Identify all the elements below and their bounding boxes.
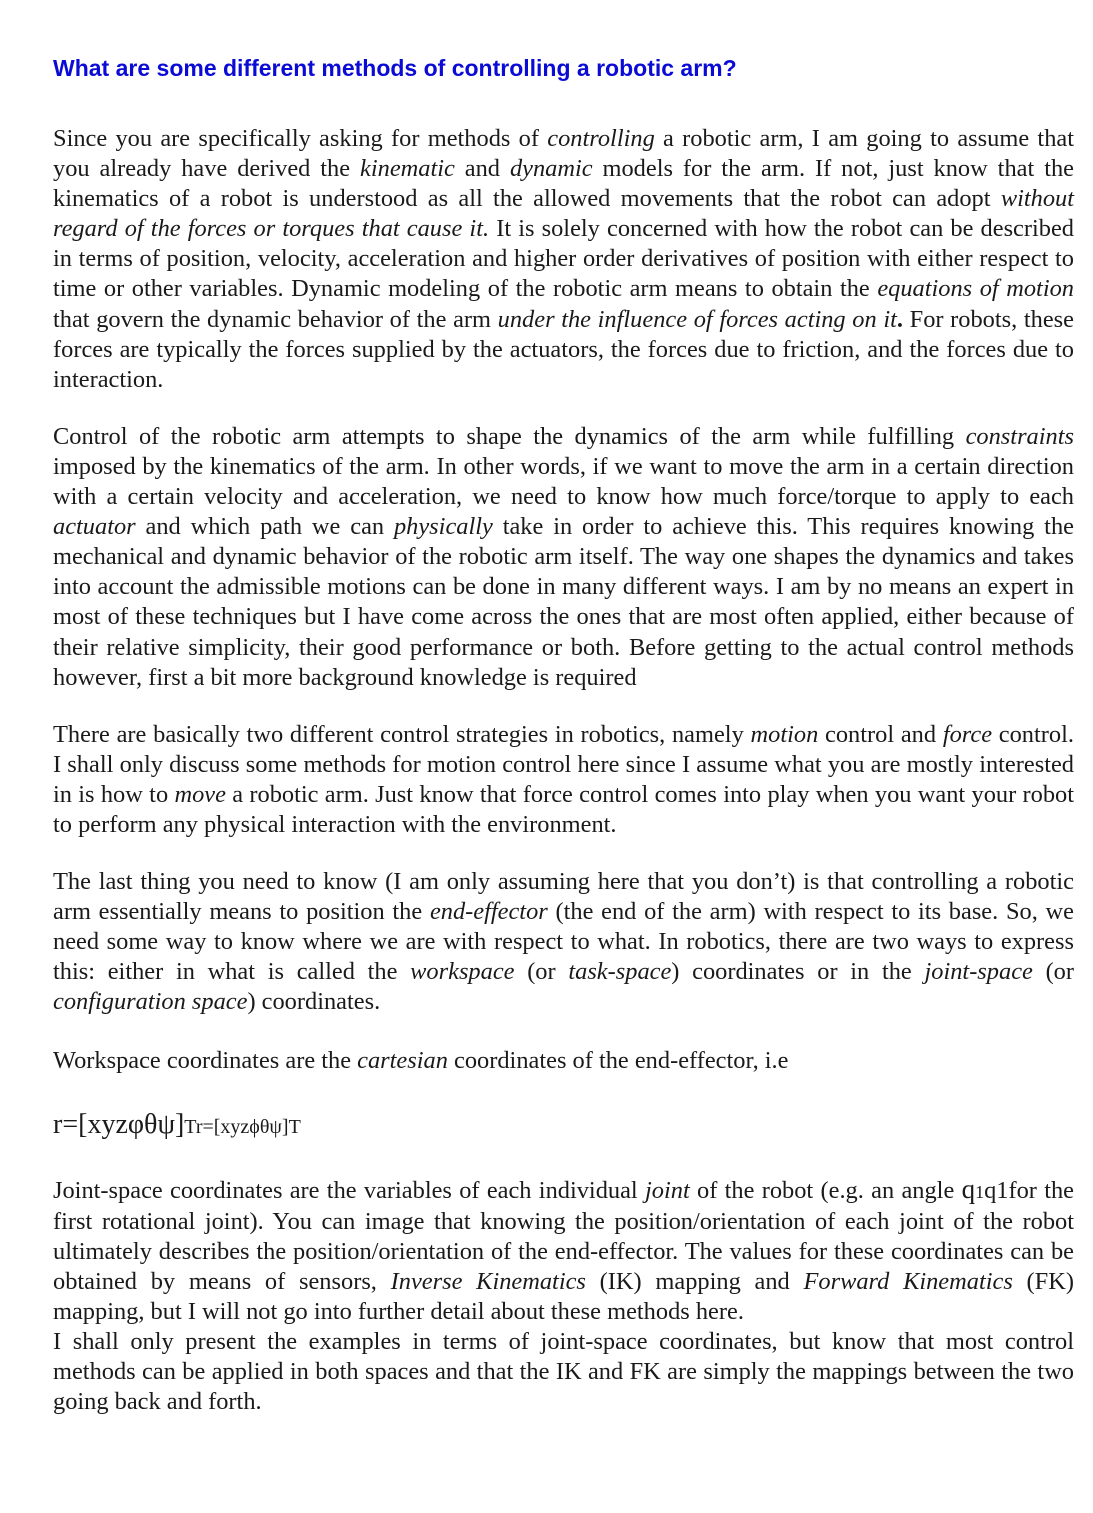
- text-span: (or: [1032, 958, 1075, 986]
- text-span: a robotic arm, I am going to assume that you already have derived the: [53, 125, 1074, 183]
- text-span: control. I shall only discuss some methods for motion control here since I assume what you are mostly interested in is how to: [53, 720, 1074, 808]
- text-span: ) coordinates or in the: [671, 958, 925, 986]
- emphasis-span: under the influence of forces acting on it: [497, 305, 897, 333]
- paragraph-joint-space: [53, 1174, 1074, 1327]
- emphasis-span: joint-space: [924, 958, 1033, 986]
- emphasis-span: motion: [750, 720, 819, 748]
- emphasis-span: end-effector: [429, 898, 548, 926]
- emphasis-span: Forward Kinematics: [803, 1267, 1013, 1295]
- emphasis-span: move: [174, 780, 226, 808]
- emphasis-span: task-space: [568, 958, 672, 986]
- text-span: that govern the dynamic behavior of the arm: [53, 305, 498, 333]
- emphasis-span: controlling: [547, 125, 655, 152]
- paragraph-kinematics-dynamics: [53, 124, 1074, 395]
- text-span: (IK) mapping and: [585, 1267, 804, 1295]
- text-span: ) coordinates.: [247, 988, 381, 1016]
- text-span: (FK) mapping, but I will not go into further detail about these methods here.: [53, 1267, 1074, 1325]
- emphasis-span: workspace: [410, 958, 515, 986]
- text-span: coordinates of the end-effector, i.e: [447, 1046, 789, 1074]
- workspace-formula: [53, 1110, 1074, 1142]
- text-span: Workspace coordinates are the: [53, 1046, 358, 1074]
- emphasis-span: Inverse Kinematics: [390, 1267, 586, 1295]
- paragraph-closing: [53, 1327, 1074, 1417]
- text-span: Control of the robotic arm attempts to shape the dynamics of the arm while fulfilling: [53, 422, 966, 450]
- emphasis-span: dynamic: [509, 155, 593, 183]
- joint-variable-subscript: 1: [975, 1181, 985, 1202]
- formula-vector: r=[xyzφθψ]: [53, 1108, 185, 1140]
- formula-transpose: T: [184, 1115, 196, 1138]
- text-span: a robotic arm. Just know that force control comes into play when you want your robot to perform any physical interaction with the environment.: [53, 780, 1075, 838]
- joint-variable-fallback: q1: [984, 1176, 1009, 1204]
- emphasis-span: joint: [645, 1176, 690, 1204]
- text-span: of the robot (e.g. an angle: [689, 1176, 962, 1204]
- joint-variable: q: [961, 1173, 976, 1204]
- text-span: control and: [818, 720, 943, 748]
- emphasis-span: force: [942, 720, 993, 748]
- text-span: It is solely concerned with how the robot can be described in terms of position, velocity, acceleration and higher order derivatives of position with either respect to time or other variables. Dynamic modeling of the robotic arm means to obtain the: [53, 215, 1074, 303]
- formula-fallback-text: r=[xyzϕθψ]T: [195, 1115, 301, 1138]
- paragraph-workspace-coordinates: [53, 1046, 1074, 1076]
- page-title: What are some different methods of controlling a robotic arm?: [53, 55, 737, 81]
- text-span: Joint-space coordinates are the variables of each individual: [53, 1176, 645, 1204]
- text-span: (or: [514, 958, 569, 986]
- text-span: for the first rotational joint). You can image that knowing the position/orientation of each joint of the robot ultimately describes the position/orientation of the end-effector. The values for these coordinates can be obtained by means of sensors,: [53, 1176, 1074, 1295]
- emphasis-span: equations of motion: [877, 275, 1074, 303]
- emphasis-span: cartesian: [357, 1046, 448, 1074]
- paragraph-control-intro: [53, 422, 1074, 693]
- text-span: I shall only present the examples in terms of joint-space coordinates, but know that most control methods can be applied in both spaces and that the IK and FK are simply the mappings between the two going back and forth.: [53, 1328, 1074, 1416]
- text-span: (the end of the arm) with respect to its base. So, we need some way to know where we are with respect to what. In robotics, there are two ways to express this: either in what is called the: [53, 898, 1074, 986]
- emphasis-span: physically: [393, 513, 493, 541]
- bold-span: .: [896, 305, 903, 333]
- emphasis-span: kinematic: [360, 155, 455, 183]
- text-span: There are basically two different control strategies in robotics, namely: [53, 720, 751, 748]
- emphasis-span: configuration space: [53, 988, 248, 1016]
- text-span: models for the arm. If not, just know that the kinematics of a robot is understood as all the allowed movements that the robot can adopt: [53, 155, 1074, 213]
- text-span: take in order to achieve this. This requires knowing the mechanical and dynamic behavior of the robotic arm itself. The way one shapes the dynamics and takes into account the admissible motions can be done in many different ways. I am by no means an expert in most of these techniques but I have come across the ones that are most often applied, either because of their relative simplicity, their good performance or both. Before getting to the actual control methods however, first a bit more background knowledge is required: [53, 513, 1074, 691]
- text-span: Since you are specifically asking for methods of: [53, 125, 548, 152]
- emphasis-span: actuator: [53, 513, 136, 541]
- paragraph-control-strategies: [53, 720, 1074, 840]
- emphasis-span: without regard of the forces or torques that cause it.: [53, 185, 1074, 243]
- text-span: and: [454, 155, 510, 183]
- emphasis-span: constraints: [965, 422, 1074, 450]
- paragraph-coordinate-spaces: [53, 867, 1074, 1017]
- text-span: For robots, these forces are typically the forces supplied by the actuators, the forces due to friction, and the forces due to interaction.: [53, 305, 1075, 393]
- text-span: and which path we can: [135, 513, 394, 541]
- text-span: imposed by the kinematics of the arm. In other words, if we want to move the arm in a certain direction with a certain velocity and acceleration, we need to know how much force/torque to apply to each: [53, 452, 1074, 511]
- text-span: The last thing you need to know (I am only assuming here that you don’t) is that controlling a robotic arm essentially means to position the: [53, 868, 1074, 926]
